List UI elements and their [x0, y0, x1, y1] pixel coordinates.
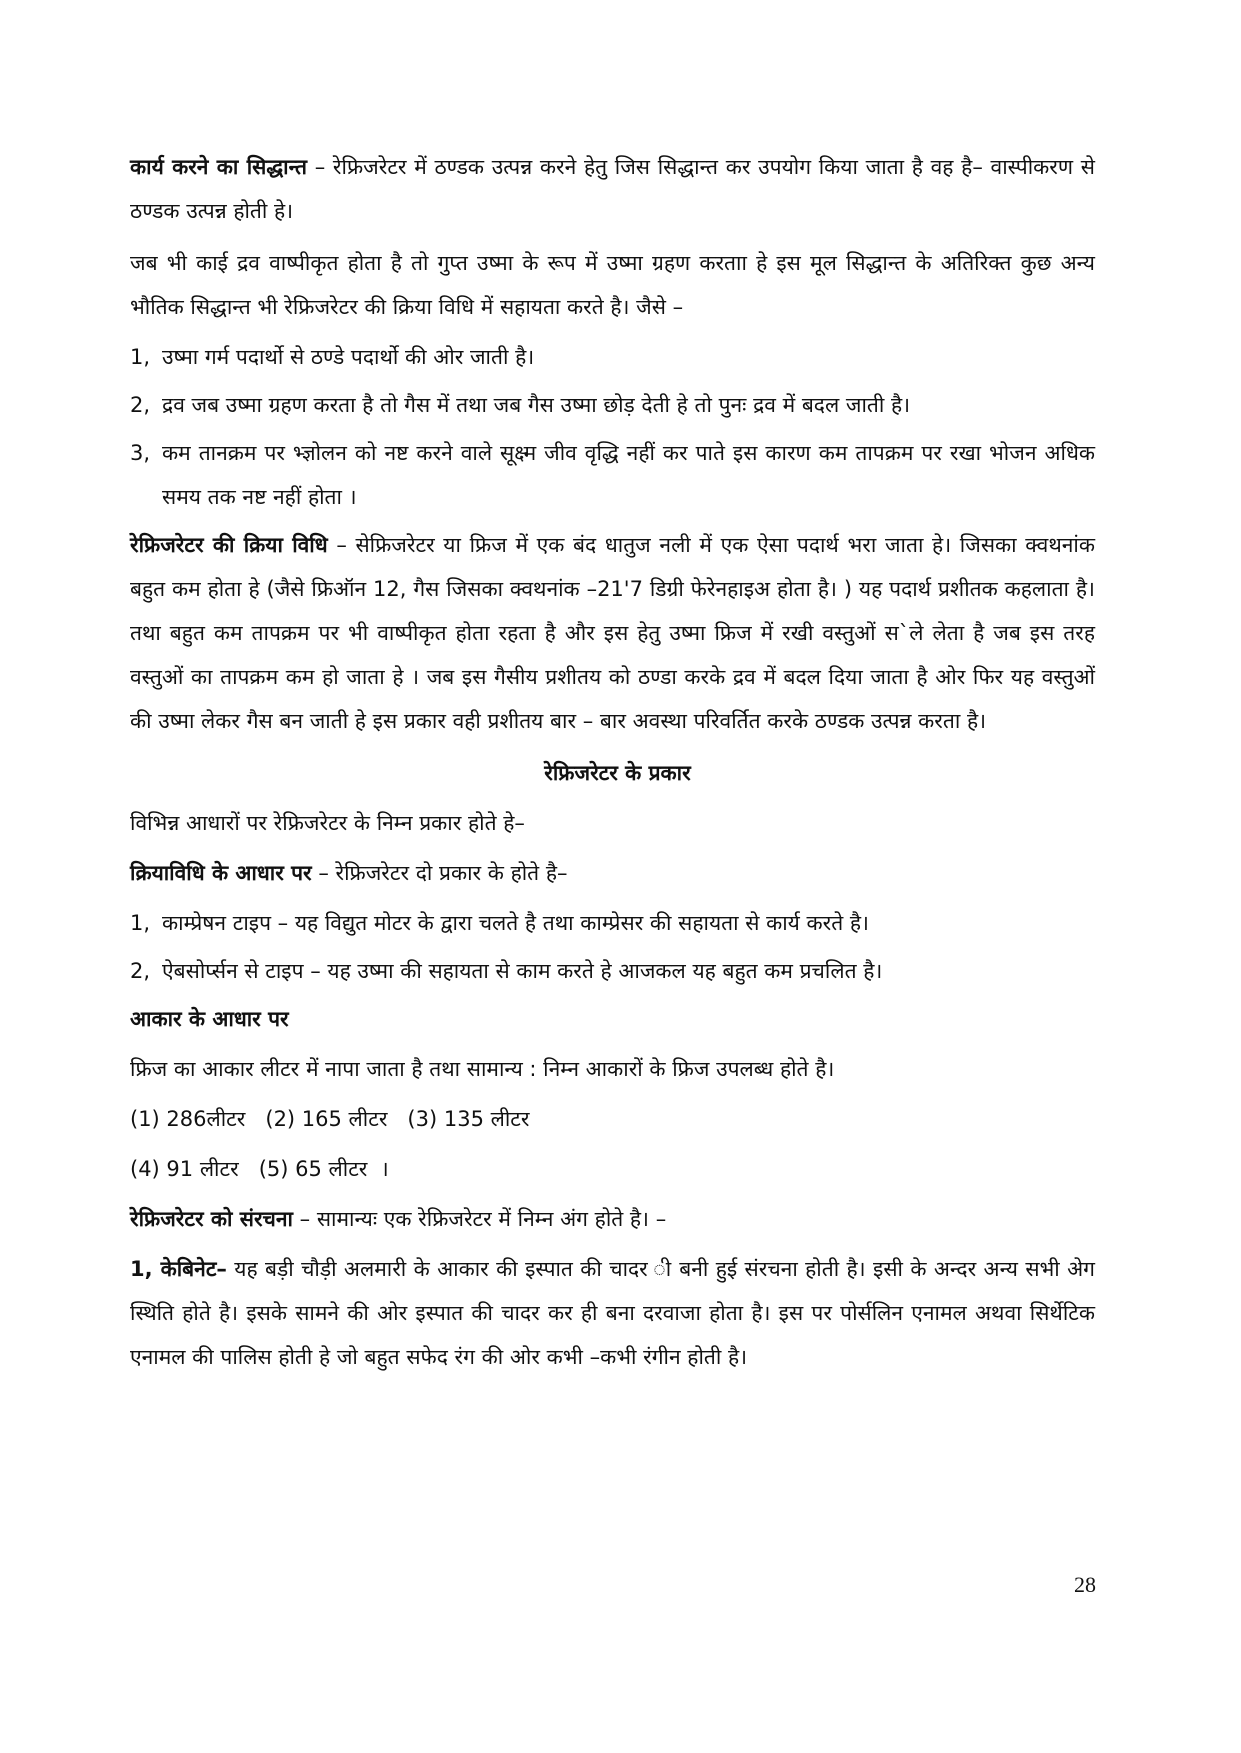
- method-type-item: [130, 949, 1095, 993]
- evaporation-paragraph: जब भी काई द्रव वाष्पीकृत होता है तो गुप्त उष्मा के रूप में उष्मा ग्रहण करताा हे इस मूल सिद्धान्त के अतिरिक्त कुछ अन्य भौतिक सिद्धान्त भी रेफ्रिजरेटर की क्रिया विधि में सहायता करते है। जैसे –: [130, 251, 1095, 319]
- size-basis-text: फ्रिज का आकार लीटर में नापा जाता है तथा सामान्य : निम्न आकारों के फ्रिज उपलब्ध होते है।: [130, 1057, 835, 1081]
- method-type-text: ऐबसोर्प्सन से टाइप – यह उष्मा की सहायता से काम करते हे आजकल यह बहुत कम प्रचलित है।: [162, 959, 883, 983]
- method-type-item: [130, 901, 1095, 945]
- working-principle-heading: कार्य करने का सिद्धान्त: [130, 155, 308, 179]
- types-intro: विभिन्न आधारों पर रेफ्रिजरेटर के निम्न प्रकार होते हे–: [130, 811, 525, 835]
- working-principle-text: – रेफ्रिजरेटर में ठण्डक उत्पन्न करने हेतु जिस सिद्धान्त कर उपयोग किया जाता है वह है– वास्पीकरण से ठण्डक उत्पन्न होती हे।: [130, 155, 1095, 223]
- size-basis-heading: आकार के आधार पर: [130, 1007, 289, 1031]
- cabinet-text: यह बड़ी चौड़ी अलमारी के आकार की इस्पात की चादर ी बनी हुई संरचना होती है। इसी के अन्दर अन्य सभी अेग स्थिति होते है। इसके सामने की ओर इस्पात की चादर कर ही बना दरवाजा होता है। इस पर पोर्सलिन एनामल अथवा सिर्थेटिक एनामल की पालिस होती हे जो बहुत सफेद रंग की ओर कभी –कभी रंगीन होती है।: [130, 1257, 1095, 1369]
- mechanism-text: – सेफ्रिजरेटर या फ्रिज में एक बंद धातुज नली में एक ऐसा पदार्थ भरा जाता हे। जिसका क्वथनांक बहुत कम होता हे (जैसे फ्रिऑन 12, गैस जिसका क्वथनांक –21'7 डिग्री फेरेनहाइअ होता है। ) यह पदार्थ प्रशीतक कहलाता है। तथा बहुत कम तापक्रम पर भी वाष्पीकृत होता रहता है और इस हेतु उष्मा फ्रिज में रखी वस्तुओं स`ले लेता है जब इस तरह वस्तुओं का तापक्रम कम हो जाता हे । जब इस गैसीय प्रशीतय को ठण्डा करके द्रव में बदल दिया जाता है ओर फिर यह वस्तुओं की उष्मा लेकर गैस बन जाती हे इस प्रकार वही प्रशीतय बार – बार अवस्था परिवर्तित करके ठण्डक उत्पन्न करता है।: [130, 533, 1096, 733]
- method-type-number: 1,: [130, 911, 151, 935]
- principle-number: 3,: [130, 441, 151, 465]
- size-list-line: (1) 286लीटर (2) 165 लीटर (3) 135 लीटर: [130, 1107, 530, 1131]
- cabinet-heading: 1, केबिनेट–: [130, 1257, 227, 1281]
- mechanism-heading: रेफ्रिजरेटर की क्रिया विधि: [130, 533, 328, 557]
- structure-heading: रेफ्रिजरेटर को संरचना: [130, 1207, 293, 1231]
- cabinet-paragraph: [130, 1247, 1095, 1379]
- principle-number: 2,: [130, 393, 151, 417]
- page-body: [130, 145, 1095, 1387]
- mechanism-paragraph: [130, 523, 1095, 743]
- method-basis-heading: क्रियाविधि के आधार पर: [130, 861, 312, 885]
- principle-item: [130, 335, 1095, 379]
- structure-paragraph: [130, 1197, 1095, 1241]
- types-heading: रेफ्रिजरेटर के प्रकार: [544, 761, 691, 785]
- working-principle-paragraph: [130, 145, 1095, 233]
- method-type-text: काम्प्रेषन टाइप – यह विद्युत मोटर के द्वारा चलते है तथा काम्प्रेसर की सहायता से कार्य करते है।: [162, 911, 869, 935]
- principle-item: [130, 383, 1095, 427]
- structure-text: – सामान्यः एक रेफ्रिजरेटर में निम्न अंग होते है। –: [292, 1207, 667, 1231]
- principle-text: द्रव जब उष्मा ग्रहण करता है तो गैस में तथा जब गैस उष्मा छोड़ देती हे तो पुनः द्रव में बदल जाती है।: [162, 393, 911, 417]
- principle-number: 1,: [130, 345, 151, 369]
- method-basis-text: – रेफ्रिजरेटर दो प्रकार के होते है–: [311, 861, 568, 885]
- method-basis-paragraph: [130, 851, 1095, 895]
- method-type-number: 2,: [130, 959, 151, 983]
- size-list-line: (4) 91 लीटर (5) 65 लीटर ।: [130, 1157, 389, 1181]
- page-number: 28: [1074, 1572, 1096, 1597]
- principle-text: कम तानक्रम पर भ्ज्ञोलन को नष्ट करने वाले सूक्ष्म जीव वृद्धि नहीं कर पाते इस कारण कम तापक्रम पर रखा भोजन अधिक समय तक नष्ट नहीं होता ।: [162, 441, 1095, 509]
- principle-text: उष्मा गर्म पदार्थो से ठण्डे पदार्थो की ओर जाती है।: [162, 345, 535, 369]
- principle-item: [130, 431, 1095, 519]
